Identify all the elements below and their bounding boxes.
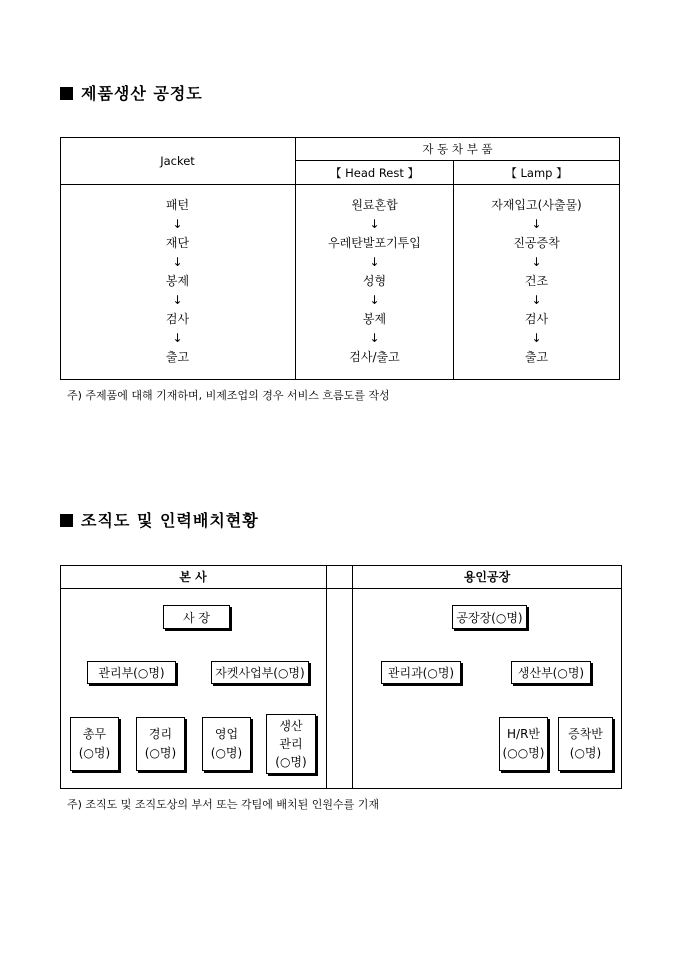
arrow-down-icon: ↓ <box>172 331 183 345</box>
team-name: 영업 <box>214 727 239 741</box>
admin-section-box: 관리과(○명) <box>381 661 461 684</box>
team-headcount: (○명) <box>210 746 243 760</box>
section2-heading-text: 조직도 및 인력배치현황 <box>81 511 259 530</box>
org-chart <box>60 565 622 789</box>
general-affairs-team-box <box>70 717 119 771</box>
team-name: 증착반 <box>568 727 603 741</box>
process-step: 출고 <box>524 350 549 364</box>
process-step: 진공증착 <box>513 236 560 250</box>
process-step: 성형 <box>362 274 387 288</box>
accounting-team-box <box>136 717 185 771</box>
headquarters-header: 본 사 <box>179 570 207 584</box>
jacket-header: Jacket <box>160 153 195 168</box>
sales-team-box <box>202 717 251 771</box>
team-headcount: (○명) <box>569 746 602 760</box>
black-square-icon <box>60 514 73 527</box>
lamp-header: 【 Lamp 】 <box>505 165 568 180</box>
section1-heading <box>60 81 203 104</box>
team-name: 관리 <box>279 737 303 751</box>
process-step: 검사/출고 <box>349 350 400 364</box>
process-step: 패턴 <box>165 198 190 212</box>
team-headcount: (○○명) <box>502 746 545 760</box>
team-headcount: (○명) <box>78 746 111 760</box>
process-table <box>60 137 620 380</box>
admin-dept-box: 관리부(○명) <box>87 661 176 684</box>
lamp-process-column <box>454 196 619 367</box>
process-step: 출고 <box>165 350 190 364</box>
arrow-down-icon: ↓ <box>531 255 542 269</box>
black-square-icon <box>60 87 73 100</box>
deposition-team-box <box>558 717 613 771</box>
plant-manager-box: 공장장(○명) <box>452 605 527 629</box>
process-step: 우레탄발포기투입 <box>328 236 421 250</box>
arrow-down-icon: ↓ <box>531 293 542 307</box>
arrow-down-icon: ↓ <box>369 331 380 345</box>
team-name: 총무 <box>82 727 107 741</box>
jacket-process-column <box>60 196 295 367</box>
yongin-factory-header: 용인공장 <box>463 570 511 584</box>
arrow-down-icon: ↓ <box>172 293 183 307</box>
head-rest-header: 【 Head Rest 】 <box>329 165 420 180</box>
section2-heading <box>60 508 259 531</box>
arrow-down-icon: ↓ <box>172 255 183 269</box>
arrow-down-icon: ↓ <box>531 331 542 345</box>
ceo-box: 사 장 <box>163 605 230 629</box>
head-rest-process-column <box>296 196 453 367</box>
process-step: 자재입고(사출물) <box>491 198 582 212</box>
arrow-down-icon: ↓ <box>531 217 542 231</box>
jacket-division-box: 자켓사업부(○명) <box>211 661 309 684</box>
process-step: 검사 <box>165 312 190 326</box>
section1-note: 주) 주제품에 대해 기재하며, 비제조업의 경우 서비스 흐름도를 작성 <box>67 389 390 402</box>
auto-parts-header: 자 동 차 부 품 <box>422 141 493 156</box>
arrow-down-icon: ↓ <box>369 217 380 231</box>
team-name: 생산 <box>279 719 303 733</box>
process-step: 건조 <box>524 274 549 288</box>
hr-team-box <box>499 717 548 771</box>
production-mgmt-team-box <box>266 714 316 774</box>
arrow-down-icon: ↓ <box>369 293 380 307</box>
process-step: 봉제 <box>362 312 387 326</box>
arrow-down-icon: ↓ <box>369 255 380 269</box>
production-dept-box: 생산부(○명) <box>511 661 591 684</box>
team-headcount: (○명) <box>275 755 307 769</box>
process-step: 봉제 <box>165 274 190 288</box>
arrow-down-icon: ↓ <box>172 217 183 231</box>
team-name: H/R반 <box>507 727 540 741</box>
process-step: 검사 <box>524 312 549 326</box>
section2-note: 주) 조직도 및 조직도상의 부서 또는 각팀에 배치된 인원수를 기재 <box>67 798 380 811</box>
section1-heading-text: 제품생산 공정도 <box>81 84 203 103</box>
team-headcount: (○명) <box>144 746 177 760</box>
team-name: 경리 <box>148 727 173 741</box>
process-step: 재단 <box>165 236 190 250</box>
process-step: 원료혼합 <box>351 198 398 212</box>
